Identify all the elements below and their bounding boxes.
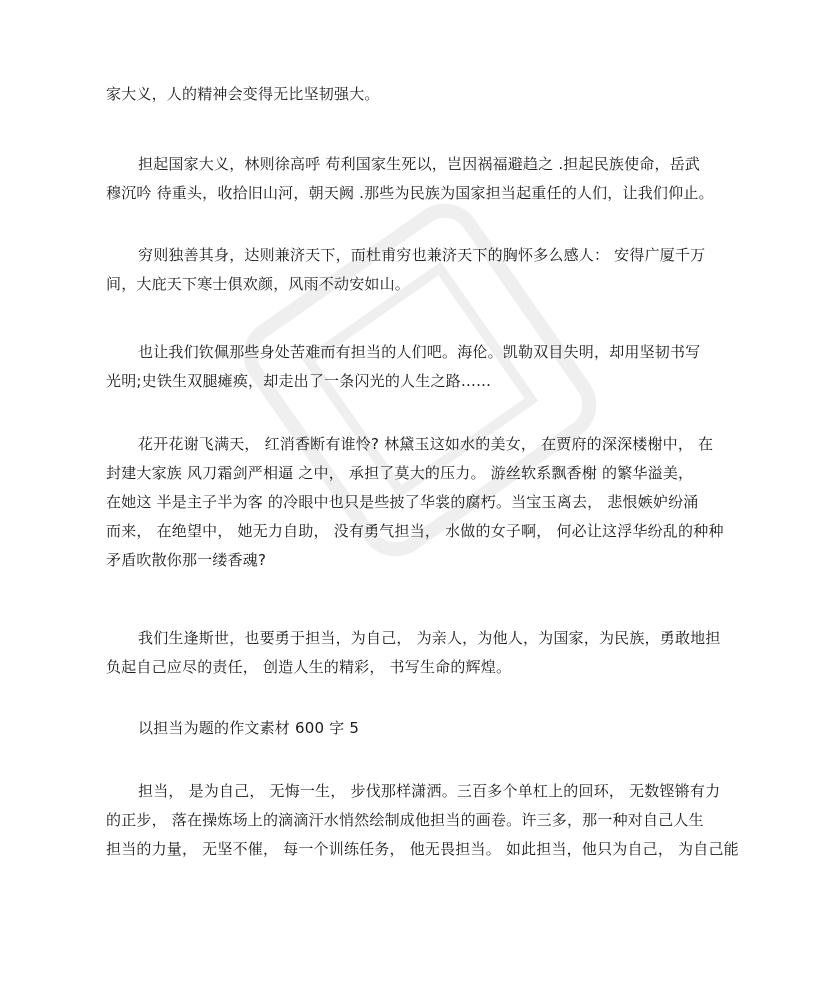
paragraph-4 — [106, 430, 726, 575]
paragraph-line: 负起自己应尽的责任， 创造人生的精彩， 书写生命的辉煌。 — [106, 658, 512, 676]
paragraph-line: 穷则独善其身，达则兼济天下，而杜甫穷也兼济天下的胸怀多么感人： 安得广厦千万 — [138, 246, 706, 264]
paragraph-line: 穆沉吟 待重头，收拾旧山河，朝天阙 .那些为民族为国家担当起重任的人们，让我们仰止。 — [106, 184, 714, 202]
paragraph-line: 家大义，人的精神会变得无比坚韧强大。 — [106, 85, 380, 103]
paragraph-7 — [106, 777, 739, 864]
paragraph-line: 在她这 半是主子半为客 的冷眼中也只是些披了华裳的腐朽。当宝玉离去， 悲恨嫉妒纷涌 — [106, 493, 699, 511]
paragraph-line: 光明;史铁生双腿瘫痪，却走出了一条闪光的人生之路…… — [106, 372, 492, 390]
paragraph-line: 封建大家族 风刀霜剑严相逼 之中， 承担了莫大的压力。 游丝软系飘香榭 的繁华溢美， — [106, 464, 694, 482]
paragraph-line: 也让我们钦佩那些身处苦难而有担当的人们吧。海伦。凯勒双目失明，却用坚韧书写 — [138, 343, 701, 361]
section-title — [106, 714, 726, 743]
paragraph-1 — [106, 150, 726, 208]
paragraph-line: 矛盾吹散你那一缕香魂? — [106, 551, 267, 569]
paragraph-2 — [106, 241, 726, 299]
paragraph-3 — [106, 338, 726, 396]
paragraph-line: 担当， 是为自己， 无悔一生， 步伐那样潇洒。三百多个单杠上的回环， 无数铿锵有力 — [138, 782, 721, 800]
paragraph-line: 间，大庇天下寒士俱欢颜，风雨不动安如山。 — [106, 275, 411, 293]
paragraph-line: 而来， 在绝望中， 她无力自助， 没有勇气担当， 水做的女子啊， 何必让这浮华纷乱的种种 — [106, 522, 724, 540]
paragraph-line: 担起国家大义，林则徐高呼 苟利国家生死以，岂因祸福避趋之 .担起民族使命，岳武 — [138, 155, 701, 173]
paragraph-line: 担当的力量， 无坚不催， 每一个训练任务， 他无畏担当。 如此担当，他只为自己， 为自己能 — [106, 840, 739, 858]
paragraph-5 — [106, 624, 726, 682]
paragraph-line: 花开花谢飞满天， 红消香断有谁怜? 林黛玉这如水的美女， 在贾府的深深楼榭中， 在 — [138, 435, 714, 453]
paragraph-line: 我们生逢斯世，也要勇于担当，为自己， 为亲人，为他人，为国家，为民族，勇敢地担 — [138, 629, 721, 647]
paragraph-line: 以担当为题的作文素材 600 字 5 — [138, 719, 360, 737]
paragraph-0 — [106, 80, 726, 109]
paragraph-line: 的正步， 落在操炼场上的滴滴汗水悄然绘制成他担当的画卷。许三多，那一种对自己人生 — [106, 811, 704, 829]
